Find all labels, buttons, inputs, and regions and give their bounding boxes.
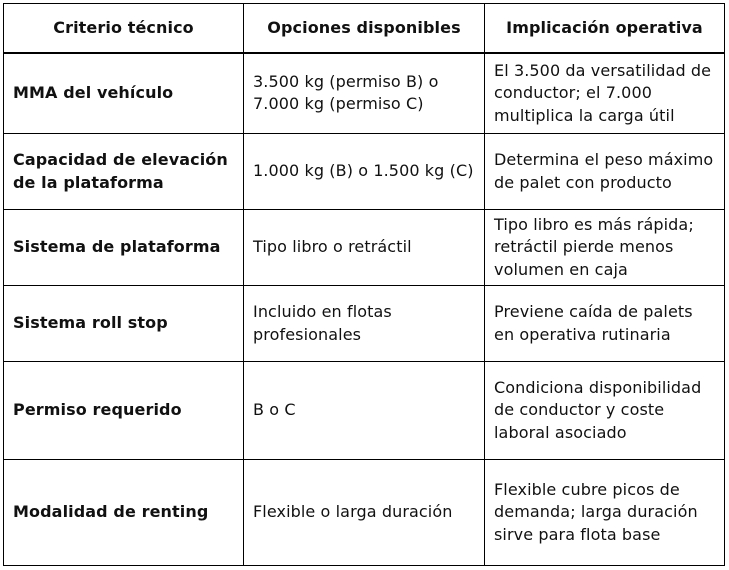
table-row [4, 53, 725, 134]
spec-table [3, 3, 725, 566]
table-row [4, 286, 725, 362]
cell-opciones: 3.500 kg (permiso B) o 7.000 kg (permiso C) [244, 53, 485, 134]
cell-opciones: Tipo libro o retráctil [244, 210, 485, 286]
cell-implicacion: Determina el peso máximo de palet con producto [485, 134, 725, 210]
cell-criterio: Modalidad de renting [4, 460, 244, 566]
cell-criterio: MMA del vehículo [4, 53, 244, 134]
cell-implicacion: Tipo libro es más rápida; retráctil pierde menos volumen en caja [485, 210, 725, 286]
cell-criterio: Sistema roll stop [4, 286, 244, 362]
table-row [4, 210, 725, 286]
cell-criterio: Sistema de plataforma [4, 210, 244, 286]
cell-opciones: Flexible o larga duración [244, 460, 485, 566]
table-row [4, 134, 725, 210]
column-header-implicacion: Implicación operativa [485, 4, 725, 53]
cell-opciones: Incluido en flotas profesionales [244, 286, 485, 362]
cell-implicacion: El 3.500 da versatilidad de conductor; el 7.000 multiplica la carga útil [485, 53, 725, 134]
cell-opciones: 1.000 kg (B) o 1.500 kg (C) [244, 134, 485, 210]
cell-implicacion: Flexible cubre picos de demanda; larga duración sirve para flota base [485, 460, 725, 566]
table-row [4, 362, 725, 460]
cell-criterio: Permiso requerido [4, 362, 244, 460]
table-header-row [4, 4, 725, 53]
column-header-criterio: Criterio técnico [4, 4, 244, 53]
table-row [4, 460, 725, 566]
cell-implicacion: Condiciona disponibilidad de conductor y coste laboral asociado [485, 362, 725, 460]
cell-implicacion: Previene caída de palets en operativa rutinaria [485, 286, 725, 362]
cell-criterio: Capacidad de elevación de la plataforma [4, 134, 244, 210]
cell-opciones: B o C [244, 362, 485, 460]
column-header-opciones: Opciones disponibles [244, 4, 485, 53]
